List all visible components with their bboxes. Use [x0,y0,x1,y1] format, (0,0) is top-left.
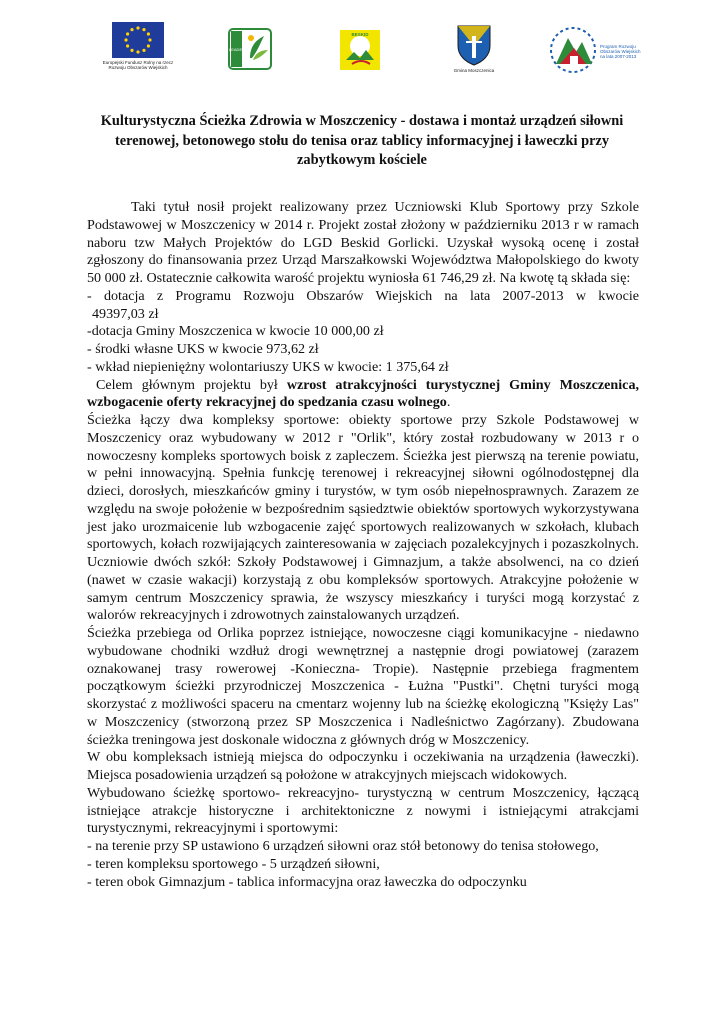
description-paragraph: Ścieżka łączy dwa kompleksy sportowe: obiekty sportowe przy Szkole Podstawowej w Moszczenicy oraz wybudowany w 2012 r "Orlik", który został rozbudowany w 2013 r o nowoczesny kompleks sportowych boisk z zapleczem. Ścieżka jest pierwszą na terenie powiatu, w pełni innowacyjną. Spełnia funkcję terenowej i rekreacyjnej siłowni ogólnodostępnej dla dzieci, dorosłych, mieszkańców gminy i turystów, w tym osób niepełnosprawnych. Zarazem ze względu na swoje położenie w bezpośrednim sąsiedztwie obiektów sportowych wykorzystywana jest jako urozmaicenie lub wzbogacenie zajęć sportowych realizowanych w szkołach, klubach sportowych, kołach rozwijających zainteresowania w zajęciach pozalekcyjnych i pozaszkolnych. Uczniowie dwóch szkół: Szkoły Podstawowej i Gimnazjum, a także absolwenci, na co dzień (nawet w czasie wakacji) korzystają z obu kompleksów sportowych. Atrakcyjne położenie w samym centrum Moszczenicy sprawia, że wszyscy mieszkańcy i turyści mogą korzystać z walorów rekreacyjnych i zdrowotnych zainstalowanych urządzeń. [87,412,639,624]
eu-logo-caption: Europejski Fundusz Rolny na rzecz Rozwoju Obszarów Wiejskich [102,60,174,70]
bullet-item: - teren obok Gimnazjum - tablica informacyjna oraz ławeczka do odpoczynku [87,873,527,890]
bullet-item: - teren kompleksu sportowego - 5 urządzeń siłowni, [87,855,380,872]
funding-item: - wkład niepieniężny wolontariuszy UKS w kwocie: 1 375,64 zł [87,358,449,375]
prow-logo [546,24,600,76]
funding-item: - dotacja z Programu Rozwoju Obszarów Wiejskich na lata 2007-2013 w kwocie [87,287,639,304]
logo-bar [0,22,724,84]
funding-item: -dotacja Gminy Moszczenica w kwocie 10 000,00 zł [87,323,384,340]
prow-logo-caption: Program Rozwoju Obszarów Wiejskich na lata 2007-2013 [600,44,641,59]
rest-areas-paragraph: W obu kompleksach istnieją miejsca do odpoczynku i oczekiwania na urządzenia (ławeczki). Miejsca posadowienia urządzeń są położone w atrakcyjnych miejscach widokowych. [87,749,639,783]
leader-logo-caption: LEADER [229,47,246,52]
goal-suffix: . [446,394,451,411]
document-title: Kulturystyczna Ścieżka Zdrowia w Moszczenicy - dostawa i montaż urządzeń siłowni terenowej, betonowego stołu do tenisa oraz tablicy informacyjnej i ławeczki przy zabytkowym kościele [100,113,624,168]
lgd-logo-caption: BESKID [351,32,369,37]
goal-paragraph [87,377,639,413]
gmina-logo-caption: Gmina Moszczenica [453,68,495,73]
funding-item: 49397,03 zł [92,305,159,322]
summary-paragraph: Wybudowano ścieżkę sportowo- rekreacyjno- turystyczną w centrum Moszczenicy, łączącą istniejące atrakcje historyczne i architektoniczne z nowymi i istniejącymi atrakcjami turystycznymi, rekreacyjnymi i sportowymi: [87,784,639,837]
bullet-item: - na terenie przy SP ustawiono 6 urządzeń siłowni oraz stół betonowy do tenisa stołowego, [87,838,599,854]
intro-paragraph: Taki tytuł nosił projekt realizowany przez Uczniowski Klub Sportowy przy Szkole Podstawowej w Moszczenicy w 2014 r. Projekt został złożony w październiku 2013 r w ramach naboru tzw Małych Projektów do LGD Beskid Gorlicki. Uzyskał wysoką ocenę i został zgłoszony do finansowania przez Urząd Marszałkowski Województwa Małopolskiego do kwoty 50 000 zł. Ostatecznie całkowita warość projektu wyniosła 61 746,29 zł. Na kwotę tą składa się: [87,199,639,286]
funding-item: - środki własne UKS w kwocie 973,62 zł [87,341,319,357]
goal-bold-text: wzrost atrakcyjności turystycznej Gminy Moszczenica, wzbogacenie oferty rekracyjnej do spedzania czasu wolnego [87,376,640,411]
route-paragraph: Ścieżka przebiega od Orlika poprzez istniejące, nowoczesne ciągi komunikacyjne - niedawno wybudowane chodniki wzdłuż drogi wewnętrznej a następnie drogi powiatowej (zarazem oznakowanej trasy rowerowej -Konieczna- Tropie). Następnie przebiega fragmentem początkowym ścieżki przyrodniczej Moszczenica - Łużna "Pustki". Chętni turyści mogą skorzystać z możliwości spaceru na cmentarz wojenny lub na ścieżkę ekologiczną "Księży Las" w Moszczenicy (stworzoną przez SP Moszczenica i Nadleśnictwo Zagórzany). Zbudowana ścieżka treningowa jest doskonale widoczna z głównych dróg w Moszczenicy. [87,625,639,748]
document-body [87,199,639,891]
gmina-coat-of-arms [456,24,492,70]
goal-prefix: Celem głównym projektu był [95,376,287,393]
